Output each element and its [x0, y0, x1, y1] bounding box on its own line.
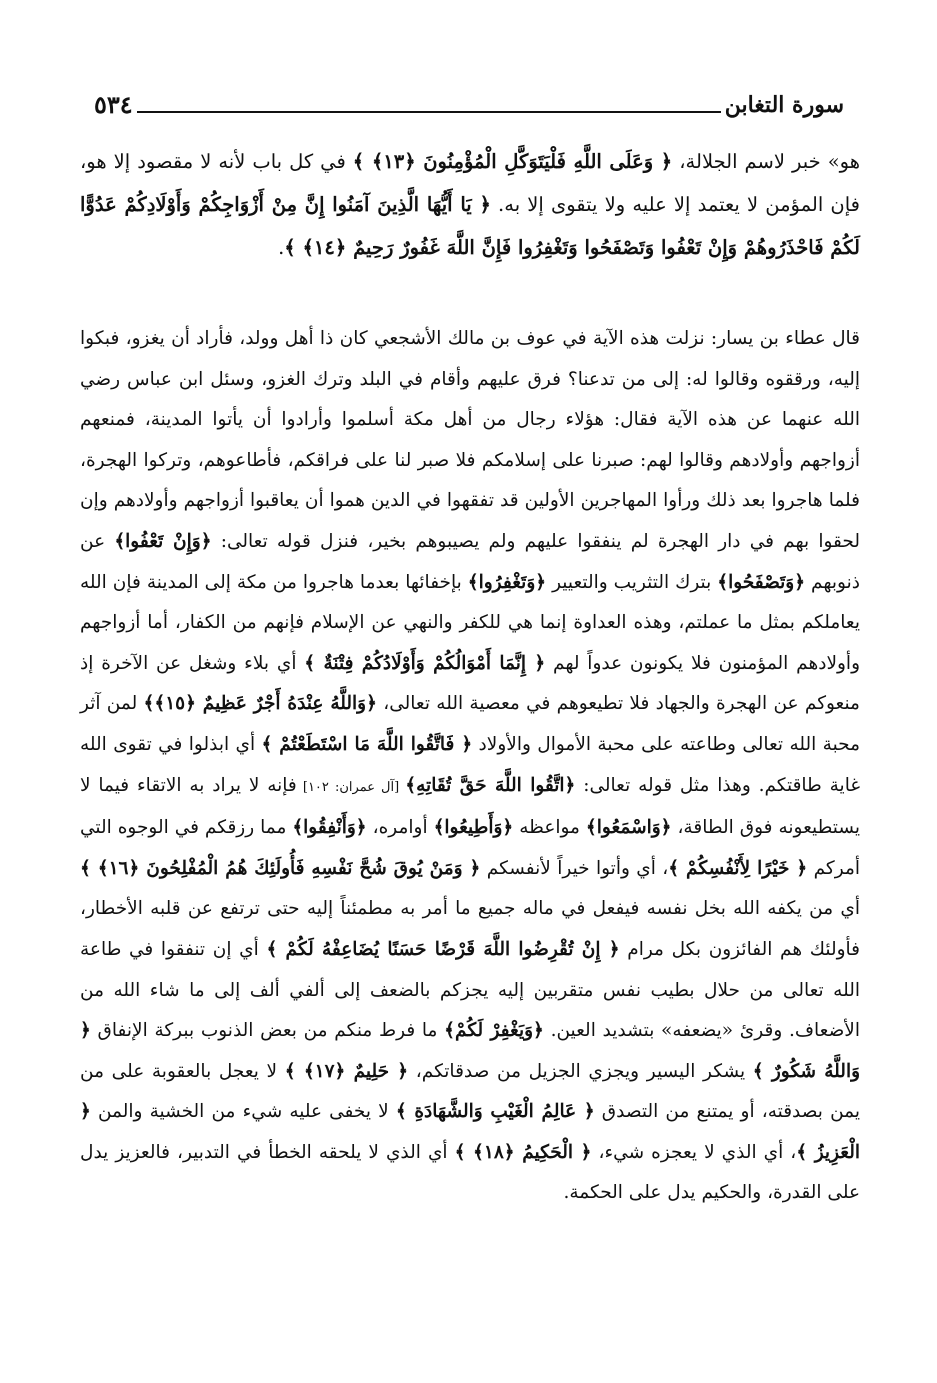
text-run: قال عطاء بن يسار: نزلت هذه الآية في عوف بن مالك الأشجعي كان ذا أهل وولد، فأراد أن يغزو، فبكوا إليه، ورققوه وقالوا له: إلى من تدعنا؟ فرق عليهم وأقام في البلد وترك الغزو، وسئل ابن عباس رضي الله عنهما عن هذه الآية فقال: هؤلاء رجال من أهل مكة أسلموا وأرادوا أن يأتوا المدينة، فمنعهم أزواجهم وأولادهم وقالوا لهم: صبرنا على إسلامكم فلا صبر لنا على فراقكم، فأطاعوهم، وتركوا الهجرة، فلما هاجروا بعد ذلك ورأوا المهاجرين الأولين قد تفقهوا في الدين هموا أن يعاقبوا أزواجهم وأولادهم وإن لحقوا بهم في دار الهجرة لم ينفقوا عليهم ولم يصيبوهم بخير، فنزل قوله تعالى:	[80, 328, 860, 552]
quran-quote: ﴿ فَاتَّقُوا اللَّهَ مَا اسْتَطَعْتُمْ ﴾	[261, 733, 473, 755]
citation: [آل عمران: ١٠٢]	[296, 779, 406, 795]
text-run: أي من يكفه الله بخل نفسه فيفعل في ماله جميع ما أمر به مطمئناً إليه حتى ترتفع عن قلبه الأخطار، فأولئك هم الفائزون بكل مرام	[80, 898, 860, 960]
text-run: .	[278, 236, 285, 259]
quran-quote: ﴿وَإِنْ تَعْفُوا﴾	[114, 530, 212, 552]
page-body	[80, 140, 860, 1214]
quran-quote: ﴿وَتَغْفِرُوا﴾	[467, 571, 547, 593]
quran-verse-15: ﴿وَاللَّهُ عِنْدَهُ أَجْرٌ عَظِيمٌ ﴿١٥﴾﴾	[143, 693, 377, 715]
quran-quote: ﴿ عَالِمُ الْغَيْبِ وَالشَّهَادَةِ ﴾	[395, 1101, 595, 1123]
quran-verse-16: ﴿ وَمَنْ يُوقَ شُحَّ نَفْسِهِ فَأُولَئِكَ هُمُ الْمُفْلِحُونَ ﴿١٦﴾ ﴾	[80, 857, 481, 879]
quran-quote: ﴿اتَّقُوا اللَّهَ حَقَّ تُقَاتِهِ﴾	[405, 774, 576, 796]
quran-quote: ﴿وَأَنْفِقُوا﴾	[292, 817, 367, 839]
text-run: بترك التثريب والتعيير	[546, 571, 718, 593]
quran-quote: ﴿ إِنَّمَا أَمْوَالُكُمْ وَأَوْلَادُكُمْ فِتْنَةٌ ﴾	[304, 652, 546, 674]
quran-quote: ﴿ الْعَزِيزُ ﴾	[80, 1101, 860, 1163]
text-run: مواعظه	[513, 817, 586, 839]
text-run: لا يعجل بالعقوبة على من يمن بصدقته، أو يمتنع من التصدق	[80, 1060, 861, 1123]
text-run: أي إن تنفقوا في طاعة الله تعالى من حلال بطيب نفس متقربين إليه يجزكم بالضعف إلى ألفي ألف إلى ما شاء الله من الأضعاف. وقرئ «يضعفه» بتشديد العين.	[80, 938, 860, 1042]
quran-quote: ﴿وَاسْمَعُوا﴾	[585, 817, 672, 839]
quran-quote: ﴿وَأَطِيعُوا﴾	[433, 817, 514, 839]
header-rule	[137, 111, 721, 113]
page-number: ٥٣٤	[94, 90, 133, 119]
text-run: لا يخفى عليه شيء من الخشية والمن	[90, 1101, 396, 1123]
text-run: يشكر اليسير ويجزي الجزيل من صدقاتكم،	[408, 1060, 753, 1082]
text-run: هو» خبر لاسم الجلالة،	[672, 150, 860, 173]
quran-quote: ﴿ وَاللَّهُ شَكُورٌ ﴾	[80, 1020, 861, 1082]
quran-verse-18: ﴿ الْحَكِيمُ ﴿١٨﴾ ﴾	[454, 1141, 592, 1163]
quran-quote: ﴿وَتَصْفَحُوا﴾	[717, 571, 806, 593]
text-run: عن ذنوبهم	[80, 530, 860, 593]
paragraph-intro	[80, 140, 860, 269]
surah-title: سورة التغابن	[724, 92, 844, 118]
quran-quote: ﴿وَيَغْفِرْ لَكُمْ﴾	[444, 1020, 544, 1042]
text-run: أوامره،	[366, 817, 434, 839]
text-run: أي بلاء وشغل عن الآخرة إذ منعوكم عن الهجرة والجهاد فلا تطيعوهم في معصية الله تعالى،	[80, 652, 860, 715]
text-run: فإنه لا يراد به الاتقاء فيما لا يستطيعونه فوق الطاقة،	[80, 774, 860, 839]
text-run: ، أي وأتوا خيراً لأنفسكم	[480, 857, 669, 879]
quran-quote: ﴿ خَيْرًا لِأَنْفُسِكُمْ ﴾	[668, 857, 808, 879]
paragraph-gap	[80, 269, 860, 319]
quran-verse-17: ﴿ حَلِيمٌ ﴿١٧﴾ ﴾	[284, 1060, 409, 1082]
quran-verse-13: ﴿ وَعَلَى اللَّهِ فَلْيَتَوَكَّلِ الْمُؤْمِنُونَ ﴿١٣﴾ ﴾	[352, 150, 673, 173]
text-run: لمن آثر محبة الله تعالى وطاعته على محبة الأموال والأولاد	[80, 693, 861, 755]
text-run: في كل باب لأنه لا مقصود إلا هو، فإن المؤمن لا يعتمد إلا عليه ولا يتقوى إلا به.	[80, 150, 860, 216]
paragraph-tafsir	[80, 319, 860, 1214]
text-run: ، أي الذي لا يعجزه شيء،	[591, 1141, 797, 1163]
text-run: أي ابذلوا في تقوى الله غاية طاقتكم. وهذا مثل قوله تعالى:	[80, 733, 861, 796]
text-run: بإخفائها بعدما هاجروا من مكة إلى المدينة فإن الله يعاملكم بمثل ما عملتم، وهذه العداوة إنما هي للكفر والنهي عن الإسلام فإنهم من الكفار، أما أزواجهم وأولادهم المؤمنون فلا يكونون عدواً لهم	[80, 571, 860, 674]
quran-verse-14: ﴿ يَا أَيُّهَا الَّذِينَ آمَنُوا إِنَّ مِنْ أَزْوَاجِكُمْ وَأَوْلَادِكُمْ عَدُوًّا لَكُمْ فَاحْذَرُوهُمْ وَإِنْ تَعْفُوا وَتَصْفَحُوا وَتَغْفِرُوا فَإِنَّ اللَّهَ غَفُورٌ رَحِيمٌ ﴿١٤﴾ ﴾	[80, 193, 860, 259]
text-run: مما رزقكم في الوجوه التي أمركم	[80, 817, 860, 879]
page-header	[88, 86, 848, 120]
quran-quote: ﴿ إِنْ تُقْرِضُوا اللَّهَ قَرْضًا حَسَنًا يُضَاعِفْهُ لَكُمْ ﴾	[266, 938, 620, 960]
text-run: ما فرط منكم من بعض الذنوب ببركة الإنفاق	[90, 1020, 445, 1042]
text-run: أي الذي لا يلحقه الخطأ في التدبير، فالعزيز يدل على القدرة، والحكيم يدل على الحكمة.	[80, 1141, 860, 1204]
